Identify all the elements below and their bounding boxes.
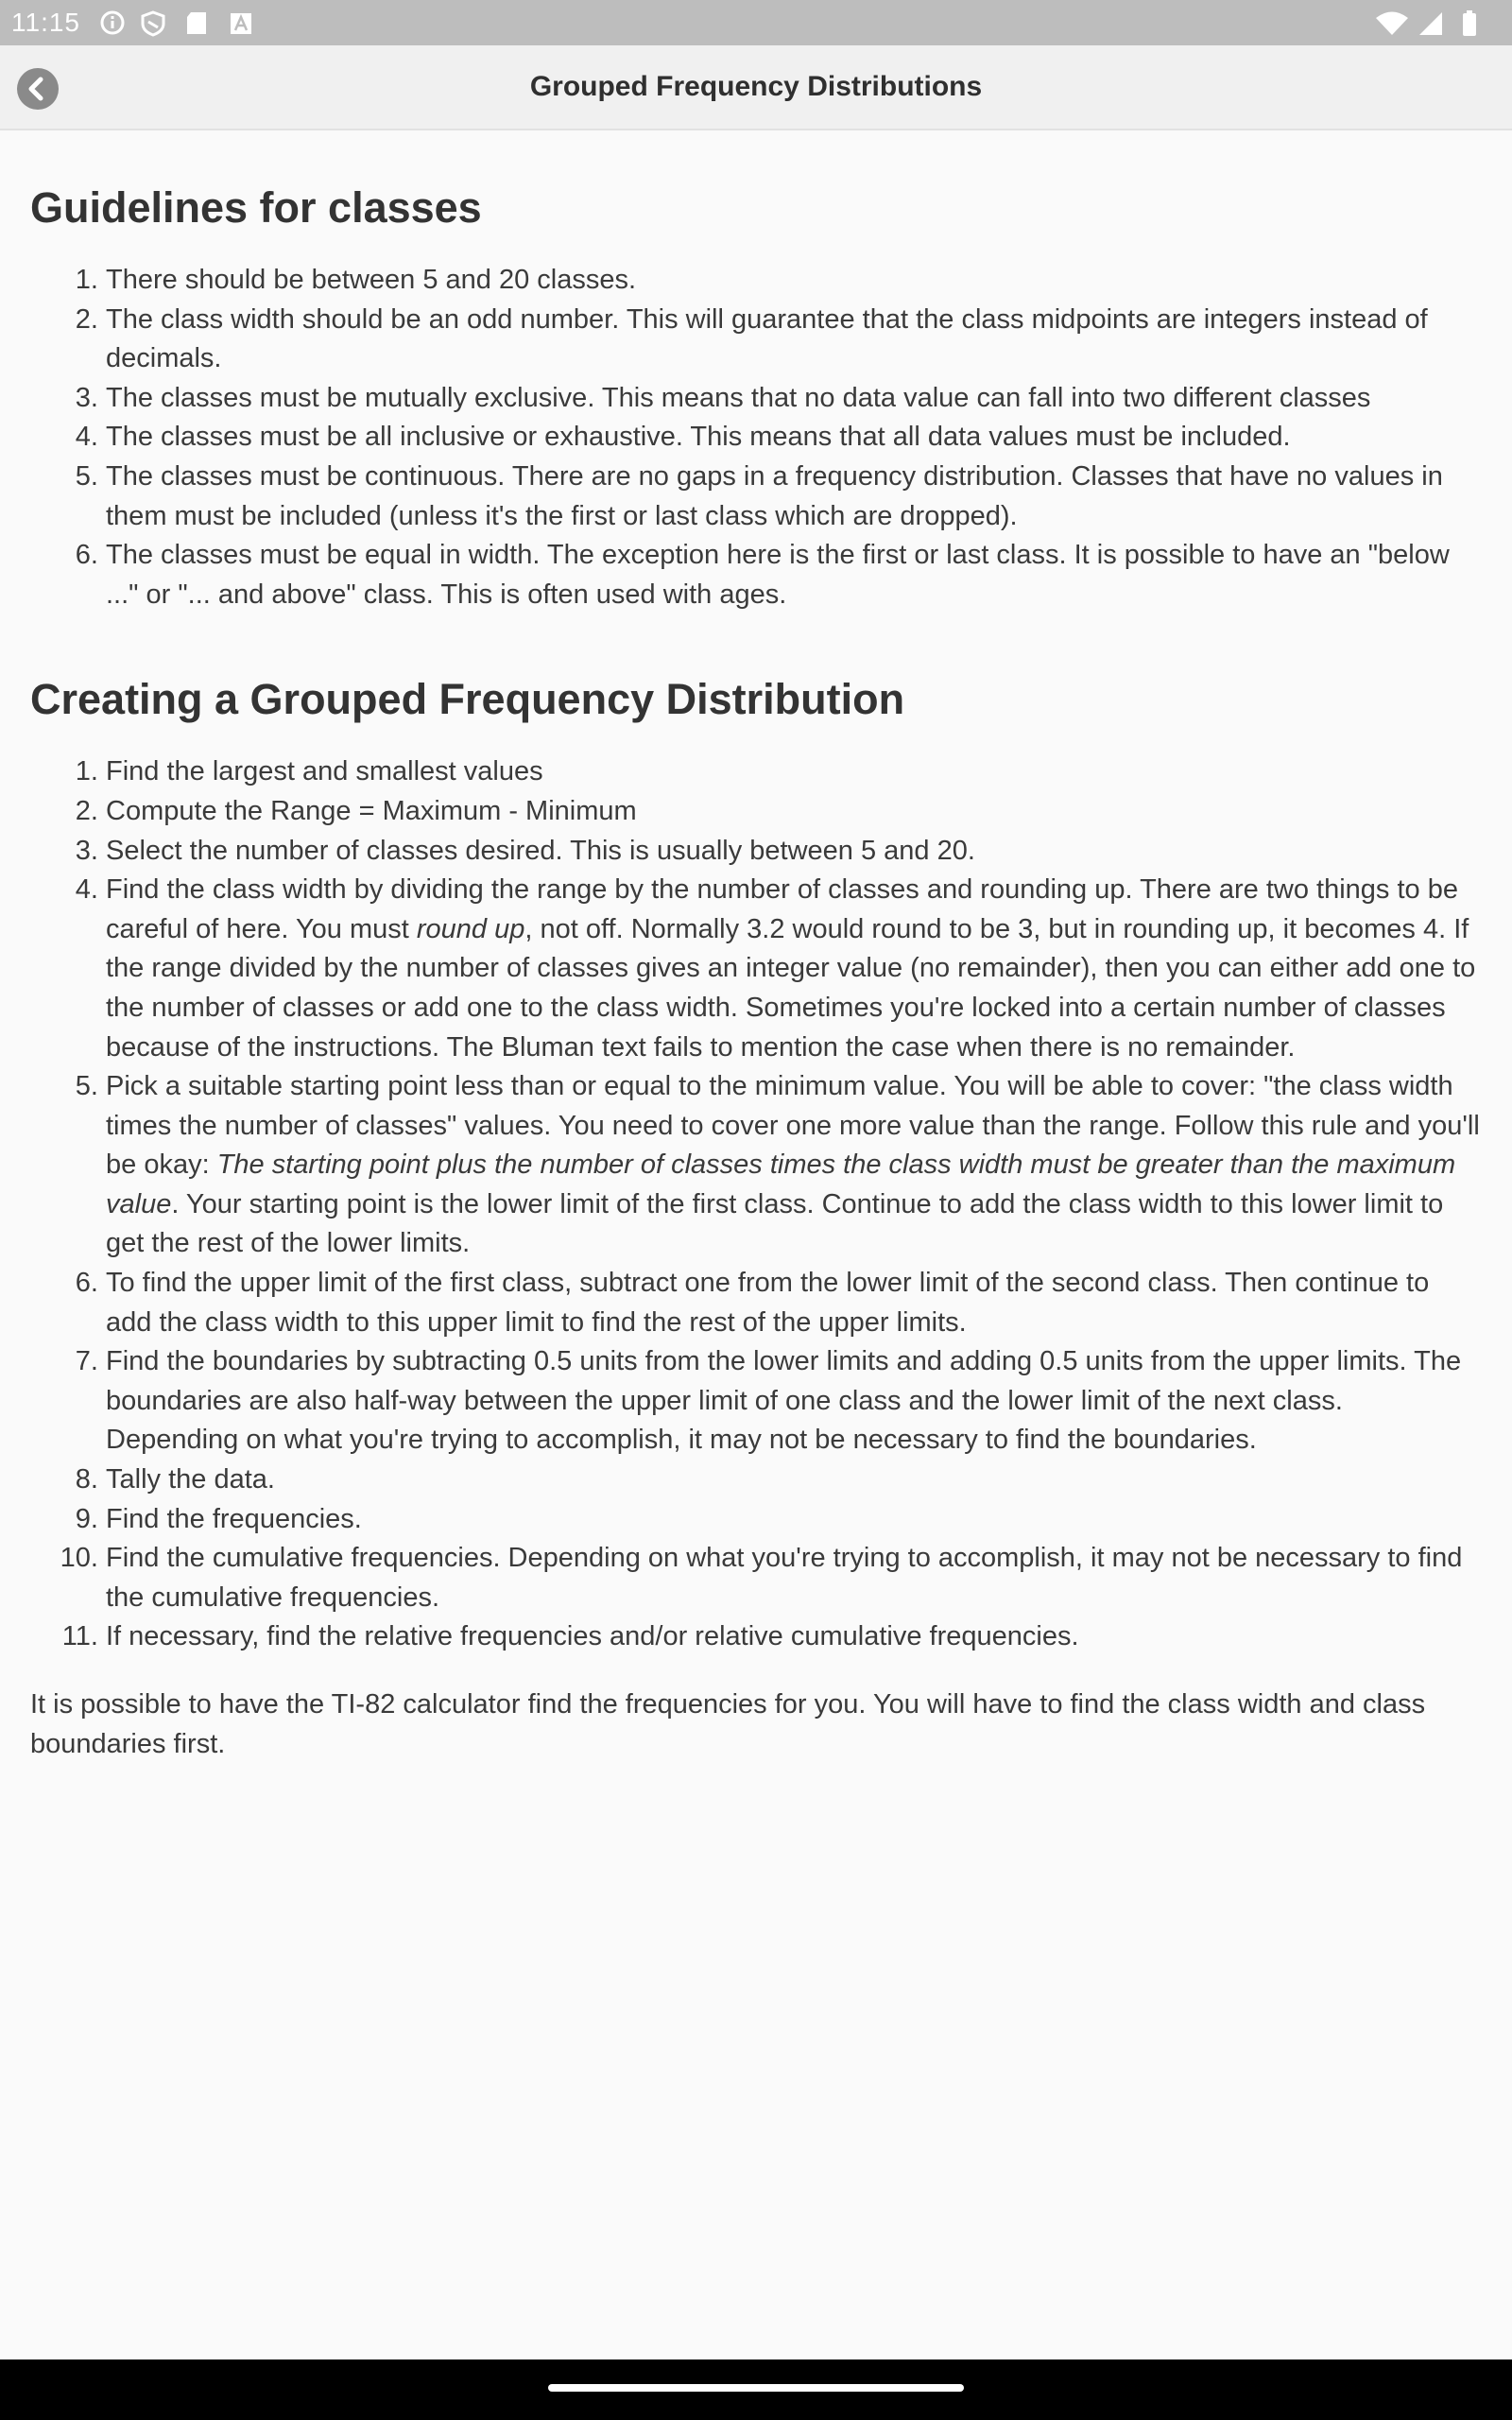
chevron-left-icon (17, 68, 59, 110)
info-icon (102, 12, 123, 33)
guidelines-list (30, 261, 1482, 614)
list-item: 9. Find the frequencies. (106, 1500, 1482, 1540)
navigation-bar (0, 2360, 1512, 2420)
list-item: 8. Tally the data. (106, 1461, 1482, 1500)
list-item: 1. There should be between 5 and 20 classes. (106, 261, 1482, 301)
signal-icon (1419, 12, 1442, 35)
list-item: 1. Find the largest and smallest values (106, 752, 1482, 792)
page-title: Grouped Frequency Distributions (529, 71, 983, 102)
list-item: 3. Select the number of classes desired. This is usually between 5 and 20. (106, 832, 1482, 872)
article-content (30, 180, 1482, 1764)
list-item: 10. Find the cumulative frequencies. Depending on what you're trying to accomplish, it may not be necessary to find the cumulative frequencies. (106, 1539, 1482, 1617)
list-item: 4. Find the class width by dividing the range by the number of classes and rounding up. There are two things to be careful of here. You must round up, not off. Normally 3.2 would round to be 3, but in rounding up, it becomes 4. If the range divided by the number of classes gives an integer value (no remainder), then you can either add one to the number of classes or add one to the class width. Sometimes you're locked into a certain number of classes because of the instructions. The Bluman text fails to mention the case when there is no remainder. (106, 871, 1482, 1067)
list-item: 11. If necessary, find the relative frequencies and/or relative cumulative frequencies. (106, 1617, 1482, 1657)
status-bar (0, 0, 1512, 45)
back-button[interactable] (17, 68, 59, 110)
list-item: 2. The class width should be an odd number. This will guarantee that the class midpoints are integers instead of decimals. (106, 301, 1482, 379)
sd-card-icon (187, 12, 206, 34)
home-gesture-handle[interactable] (548, 2384, 964, 2392)
list-item: 6. To find the upper limit of the first class, subtract one from the lower limit of the second class. Then continue to add the class width to this upper limit to find the rest of the upper limits. (106, 1264, 1482, 1342)
section-heading-creating: Creating a Grouped Frequency Distribution (30, 675, 905, 724)
wifi-icon (1376, 12, 1408, 36)
keyboard-a-icon (231, 13, 251, 34)
list-item: 5. Pick a suitable starting point less than or equal to the minimum value. You will be able to cover: "the class width times the number of classes" values. You need to cover one more value than the range. Follow this rule and you'll be okay: The starting point plus the number of classes times the class width must be greater than the maximum value. Your starting point is the lower limit of the first class. Continue to add the class width to this lower limit to get the rest of the lower limits. (106, 1067, 1482, 1264)
list-item: 4. The classes must be all inclusive or exhaustive. This means that all data values must be included. (106, 418, 1482, 458)
battery-icon (1463, 10, 1476, 36)
status-time: 11:15 (11, 8, 80, 37)
steps-list (30, 752, 1482, 1657)
status-icons-right (1374, 9, 1497, 36)
list-item: 7. Find the boundaries by subtracting 0.5 units from the lower limits and adding 0.5 units from the upper limits. The boundaries are also half-way between the upper limit of one class and the lower limit of the next class. Depending on what you're trying to accomplish, it may not be necessary to find the boundaries. (106, 1342, 1482, 1461)
section-heading-guidelines: Guidelines for classes (30, 183, 482, 232)
list-item: 5. The classes must be continuous. There are no gaps in a frequency distribution. Classes that have no values in them must be included (unless it's the first or last class which are dropped). (106, 458, 1482, 536)
shield-icon (143, 12, 163, 35)
list-item: 2. Compute the Range = Maximum - Minimum (106, 792, 1482, 832)
footer-note: It is possible to have the TI-82 calculator find the frequencies for you. You will have to find the class width and class boundaries first. (30, 1689, 1426, 1759)
list-item: 3. The classes must be mutually exclusive. This means that no data value can fall into two different classes (106, 379, 1482, 419)
app-bar (0, 45, 1512, 130)
status-icons-left (98, 9, 268, 37)
list-item: 6. The classes must be equal in width. The exception here is the first or last class. It is possible to have an "below ..." or "... and above" class. This is often used with ages. (106, 536, 1482, 614)
